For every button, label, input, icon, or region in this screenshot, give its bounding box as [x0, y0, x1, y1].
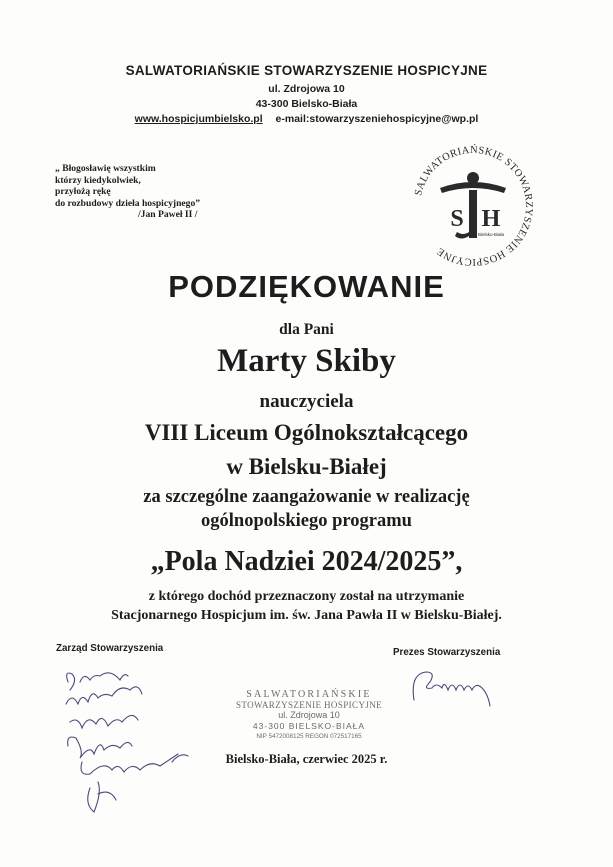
association-logo — [407, 140, 539, 272]
recipient-role: nauczyciela — [259, 391, 354, 412]
board-signature-3 — [70, 715, 138, 728]
board-signatures — [60, 662, 210, 822]
reason-line: za szczególne zaangażowanie w realizację — [143, 487, 470, 507]
stamp-line: 43-300 BIELSKO-BIAŁA — [252, 721, 366, 731]
issue-date: Bielsko-Biała, czerwiec 2025 r. — [225, 752, 388, 766]
stamp-line: NIP 5472008125 REGON 072517165 — [256, 733, 362, 740]
reason-line: ogólnopolskiego programu — [201, 511, 412, 531]
logo-letter-h: H — [481, 206, 501, 232]
income-line: z którego dochód przeznaczony został na utrzymanie — [148, 589, 465, 604]
organization-stamp — [234, 689, 384, 741]
quote-line: przyłożą rękę — [55, 186, 111, 198]
recipient-city: w Bielsku-Białej — [226, 454, 387, 479]
quote-line: do rozbudowy dzieła hospicyjnego” — [55, 197, 201, 209]
organization-street: ul. Zdrojowa 10 — [268, 83, 345, 95]
pope-quote — [55, 163, 200, 221]
logo-ring-text: SALWATORIAŃSKIE STOWARZYSZENIE HOSPICYJNE — [413, 144, 535, 268]
stamp-line: ul. Zdrojowa 10 — [278, 710, 340, 720]
recipient-salutation: dla Pani — [279, 321, 334, 338]
organization-postal-city: 43-300 Bielsko-Biała — [255, 98, 358, 110]
president-signature-stroke — [413, 672, 490, 706]
organization-name: SALWATORIAŃSKIE STOWARZYSZENIE HOSPICYJNE — [125, 63, 488, 78]
letterhead — [0, 63, 613, 127]
program-name: „Pola Nadziei 2024/2025”, — [150, 546, 463, 577]
quote-line: którzy kiedykolwiek, — [55, 174, 141, 186]
logo-city: Bielsko-Biała — [477, 232, 505, 237]
cross-post-icon — [469, 190, 477, 238]
president-label: Prezes Stowarzyszenia — [393, 647, 501, 658]
email-text: e-mail:stowarzyszeniehospicyjne@wp.pl — [275, 113, 479, 125]
certificate-title: PODZIĘKOWANIE — [168, 269, 445, 304]
board-signature-2 — [66, 687, 142, 704]
recipient-school: VIII Liceum Ogólnokształcącego — [144, 420, 469, 445]
website-link[interactable]: www.hospicjumbielsko.pl — [134, 113, 263, 125]
income-line: Stacjonarnego Hospicjum im. św. Jana Pawła II w Bielsku-Białej. — [111, 608, 502, 623]
board-signature-6 — [88, 782, 116, 812]
board-signature-1 — [67, 673, 128, 690]
figure-head-icon — [467, 172, 479, 184]
figure-foot-icon — [455, 232, 469, 239]
stamp-line: STOWARZYSZENIE HOSPICYJNE — [235, 700, 383, 710]
quote-line: „ Błogosławię wszystkim — [55, 163, 156, 174]
president-signature — [406, 660, 496, 720]
quote-author: /Jan Paweł II / — [138, 209, 198, 221]
recipient-name: Marty Skiby — [217, 343, 396, 379]
board-label: Zarząd Stowarzyszenia — [56, 643, 164, 654]
contact-line — [0, 112, 613, 127]
stamp-line: SALWATORIAŃSKIE — [246, 689, 372, 700]
logo-letter-s: S — [450, 206, 464, 232]
